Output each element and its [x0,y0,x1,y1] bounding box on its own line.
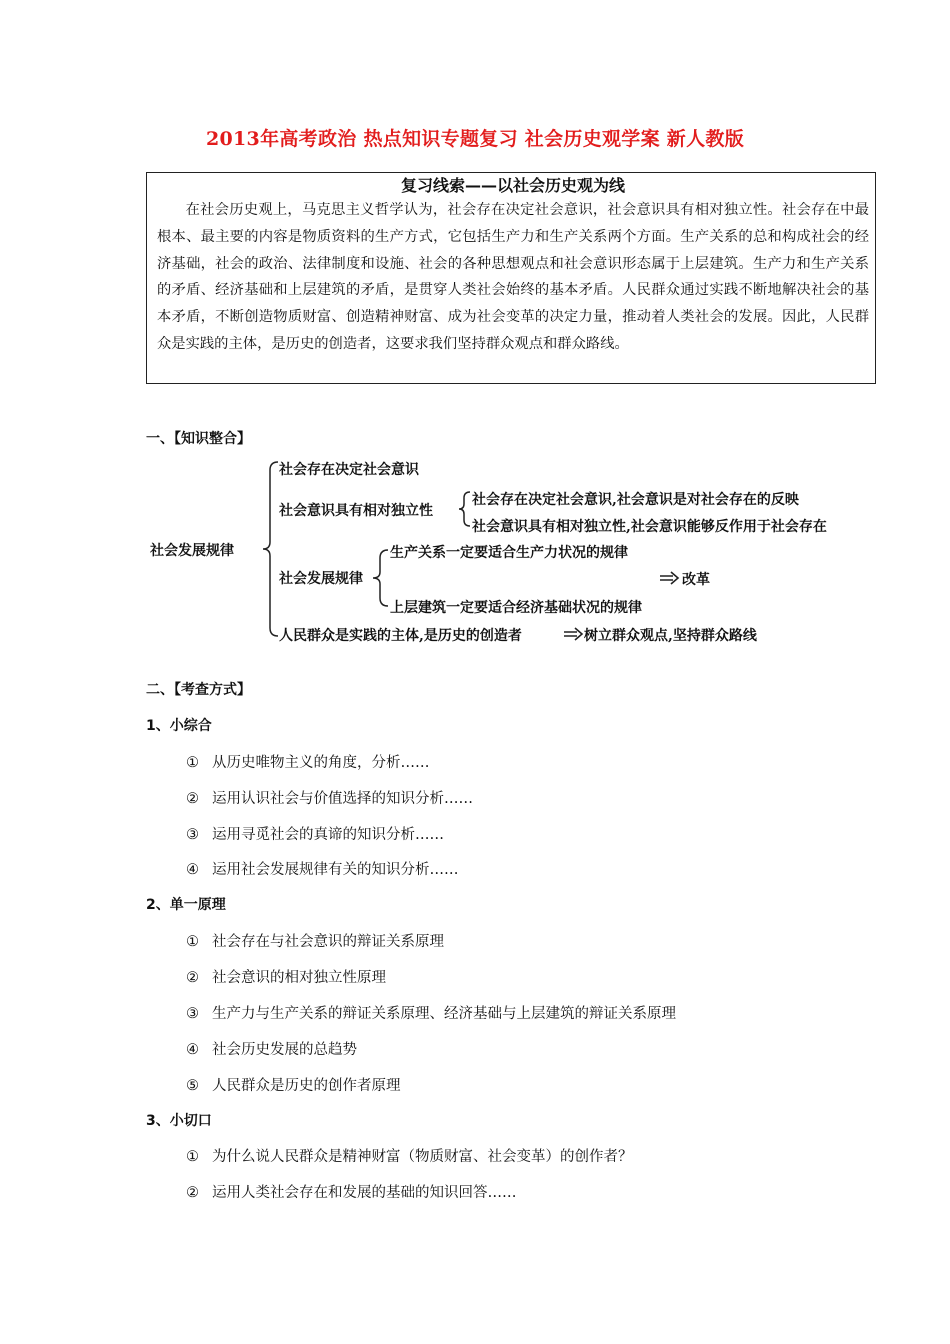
list-item: ③ 生产力与生产关系的辩证关系原理、经济基础与上层建筑的辩证关系原理 [186,1006,676,1022]
list-item: ① 社会存在与社会意识的辩证关系原理 [186,934,444,950]
reform-arrow [660,572,678,584]
list-item: ① 从历史唯物主义的角度，分析…… [186,755,430,771]
tree-branch-independence: 社会意识具有相对独立性 [279,503,433,519]
main-brace [263,462,278,636]
tree-leaf-mass-line: 树立群众观点,坚持群众路线 [584,628,757,644]
group-label: 2、单一原理 [146,897,226,913]
list-item: ④ 社会历史发展的总趋势 [186,1042,357,1058]
list-item: ② 社会意识的相对独立性原理 [186,970,386,986]
review-body: 在社会历史观上，马克思主义哲学认为，社会存在决定社会意识，社会意识具有相对独立性。社会存在中最根本、最主要的内容是物质资料的生产方式，它包括生产力和生产关系两个方面。生产关系的总和构成社会的经济基础，社会的政治、法律制度和设施、社会的各种思想观点和社会意识形态属于上层建筑。生产力和生产关系的矛盾、经济基础和上层建筑的矛盾，是贯穿人类社会始终的基本矛盾。人民群众通过实践不断地解决社会的基本矛盾，不断创造物质财富、创造精神财富、成为社会变革的决定力量，推动着人类社会的发展。因此，人民群众是实践的主体，是历史的创造者，这要求我们坚持群众观点和群众路线。 [157,202,869,352]
list-item: ② 运用认识社会与价值选择的知识分析…… [186,791,473,807]
brace-development [373,550,388,606]
mass-line-arrow [564,628,582,640]
list-item: ③ 运用寻觅社会的真谛的知识分析…… [186,827,444,843]
tree-branch-existence: 社会存在决定社会意识 [279,462,419,478]
group-label: 3、小切口 [146,1113,212,1129]
section-knowledge-heading: 一、【知识整合】 [146,431,251,447]
tree-branch-masses: 人民群众是实践的主体,是历史的创造者 [279,628,522,644]
list-item: ② 运用人类社会存在和发展的基础的知识回答…… [186,1185,517,1201]
section-assessment-heading: 二、【考查方式】 [146,682,251,698]
document-title: 2013年高考政治 热点知识专题复习 社会历史观学案 新人教版 [205,128,745,150]
list-item: ① 为什么说人民群众是精神财富（物质财富、社会变革）的创作者？ [186,1149,633,1165]
group-label: 1、小综合 [146,718,212,734]
tree-leaf-reflection: 社会存在决定社会意识,社会意识是对社会存在的反映 [472,492,799,508]
tree-leaf-reform: 改革 [682,572,710,588]
list-item: ④ 运用社会发展规律有关的知识分析…… [186,862,459,878]
tree-branch-development: 社会发展规律 [279,571,363,587]
brace-independence [459,492,470,526]
review-heading: 复习线索——以社会历史观为线 [400,176,625,195]
tree-leaf-production: 生产关系一定要适合生产力状况的规律 [390,545,628,561]
tree-leaf-reaction: 社会意识具有相对独立性,社会意识能够反作用于社会存在 [472,519,827,535]
tree-leaf-superstructure: 上层建筑一定要适合经济基础状况的规律 [390,600,642,616]
list-item: ⑤ 人民群众是历史的创作者原理 [186,1078,401,1094]
tree-root-label: 社会发展规律 [150,543,234,559]
